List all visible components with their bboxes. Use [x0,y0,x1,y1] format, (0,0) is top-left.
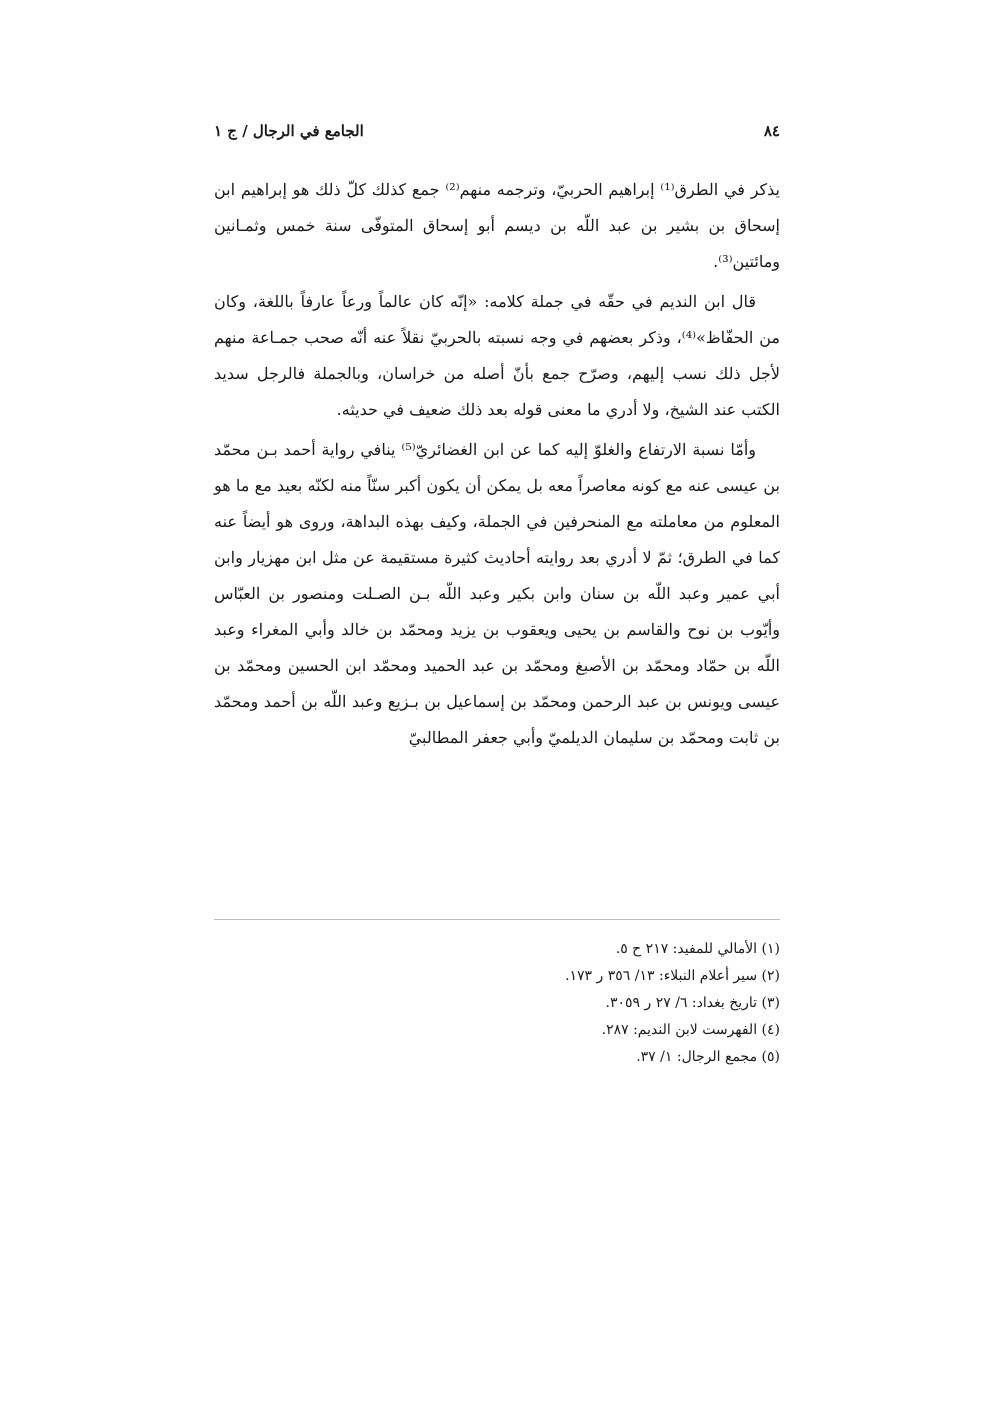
running-title: الجامع في الرجال / ج ١ [214,122,364,140]
running-header [214,122,780,152]
footnotes-list [214,936,780,1071]
footnote: (٥) مجمع الرجال: ١/ ٣٧. [636,1049,780,1065]
paragraph: يذكر في الطرق⁽¹⁾ إبراهيم الحربيّ، وترجمه منهم⁽²⁾ جمع كذلك كلّ ذلك هو إبراهيم ابن إسحاق بن بشير بن عبد اللّه بن ديسم أبو إسحاق المتوفّى سنة خمس وثمـانين ومائتين⁽³⁾. [214,180,780,271]
footnote: (٢) سير أعلام النبلاء: ١٣/ ٣٥٦ ر ١٧٣. [565,968,780,984]
footnote: (٣) تاريخ بغداد: ٦/ ٢٧ ر ٣٠٥٩. [605,995,780,1011]
document-page [214,0,780,1403]
footnote: (١) الأمالي للمفيد: ٢١٧ ح ٥. [615,941,780,957]
footnote: (٤) الفهرست لابن النديم: ٢٨٧. [601,1022,780,1038]
paragraph: وأمّا نسبة الارتفاع والغلوّ إليه كما عن ابن الغضائريّ⁽⁵⁾ ينافي رواية أحمد بـن محمّد بن عيسى عنه مع كونه معاصراً معه بل يمكن أن يكون أكبر سنّاً منه لكنّه بعيد مع ما هو المعلوم من معاملته مع المنحرفين في الجملة، وكيف بهذه البداهة، وروى هو أيضاً عنه كما في الطرق؛ ثمّ لا أدري بعد روايته أحاديث كثيرة مستقيمة عن مثل ابن مهزيار وابن أبي عمير وعبد اللّه بن سنان وابن بكير وعبد اللّه بـن الصـلت ومنصور بن العبّاس وأيّوب بن نوح والقاسم بن يحيى ويعقوب بن يزيد ومحمّد بن خالد وأبي المغراء وعبد اللّه بن حمّاد ومحمّد بن الأصبغ ومحمّد بن عبد الحميد ومحمّد ابن الحسين ومحمّد بن عيسى ويونس بن عبد الرحمن ومحمّد بن إسماعيل بن بـزيع وعبد اللّه بن أحمد ومحمّد بن ثابت ومحمّد بن سليمان الديلميّ وأبي جعفر المطالبيّ [214,440,781,747]
footnote-divider [214,919,780,920]
main-text [214,172,780,756]
page-number: ٨٤ [763,122,780,140]
paragraph: قال ابن النديم في حقّه في جملة كلامه: «إنّه كان عالماً ورعاً عارفاً باللغة، وكان من الحفّاظ»⁽⁴⁾، وذكر بعضهم في وجه نسبته بالحربيّ نقلاً عنه أنّه صحب جمـاعة منهم لأجل ذلك نسب إليهم، وصرّح جمع بأنّ أصله من خراسان، وبالجملة فالرجل سديد الكتب عند الشيخ، ولا أدري ما معنى قوله بعد ذلك ضعيف في حديثه. [214,292,781,419]
